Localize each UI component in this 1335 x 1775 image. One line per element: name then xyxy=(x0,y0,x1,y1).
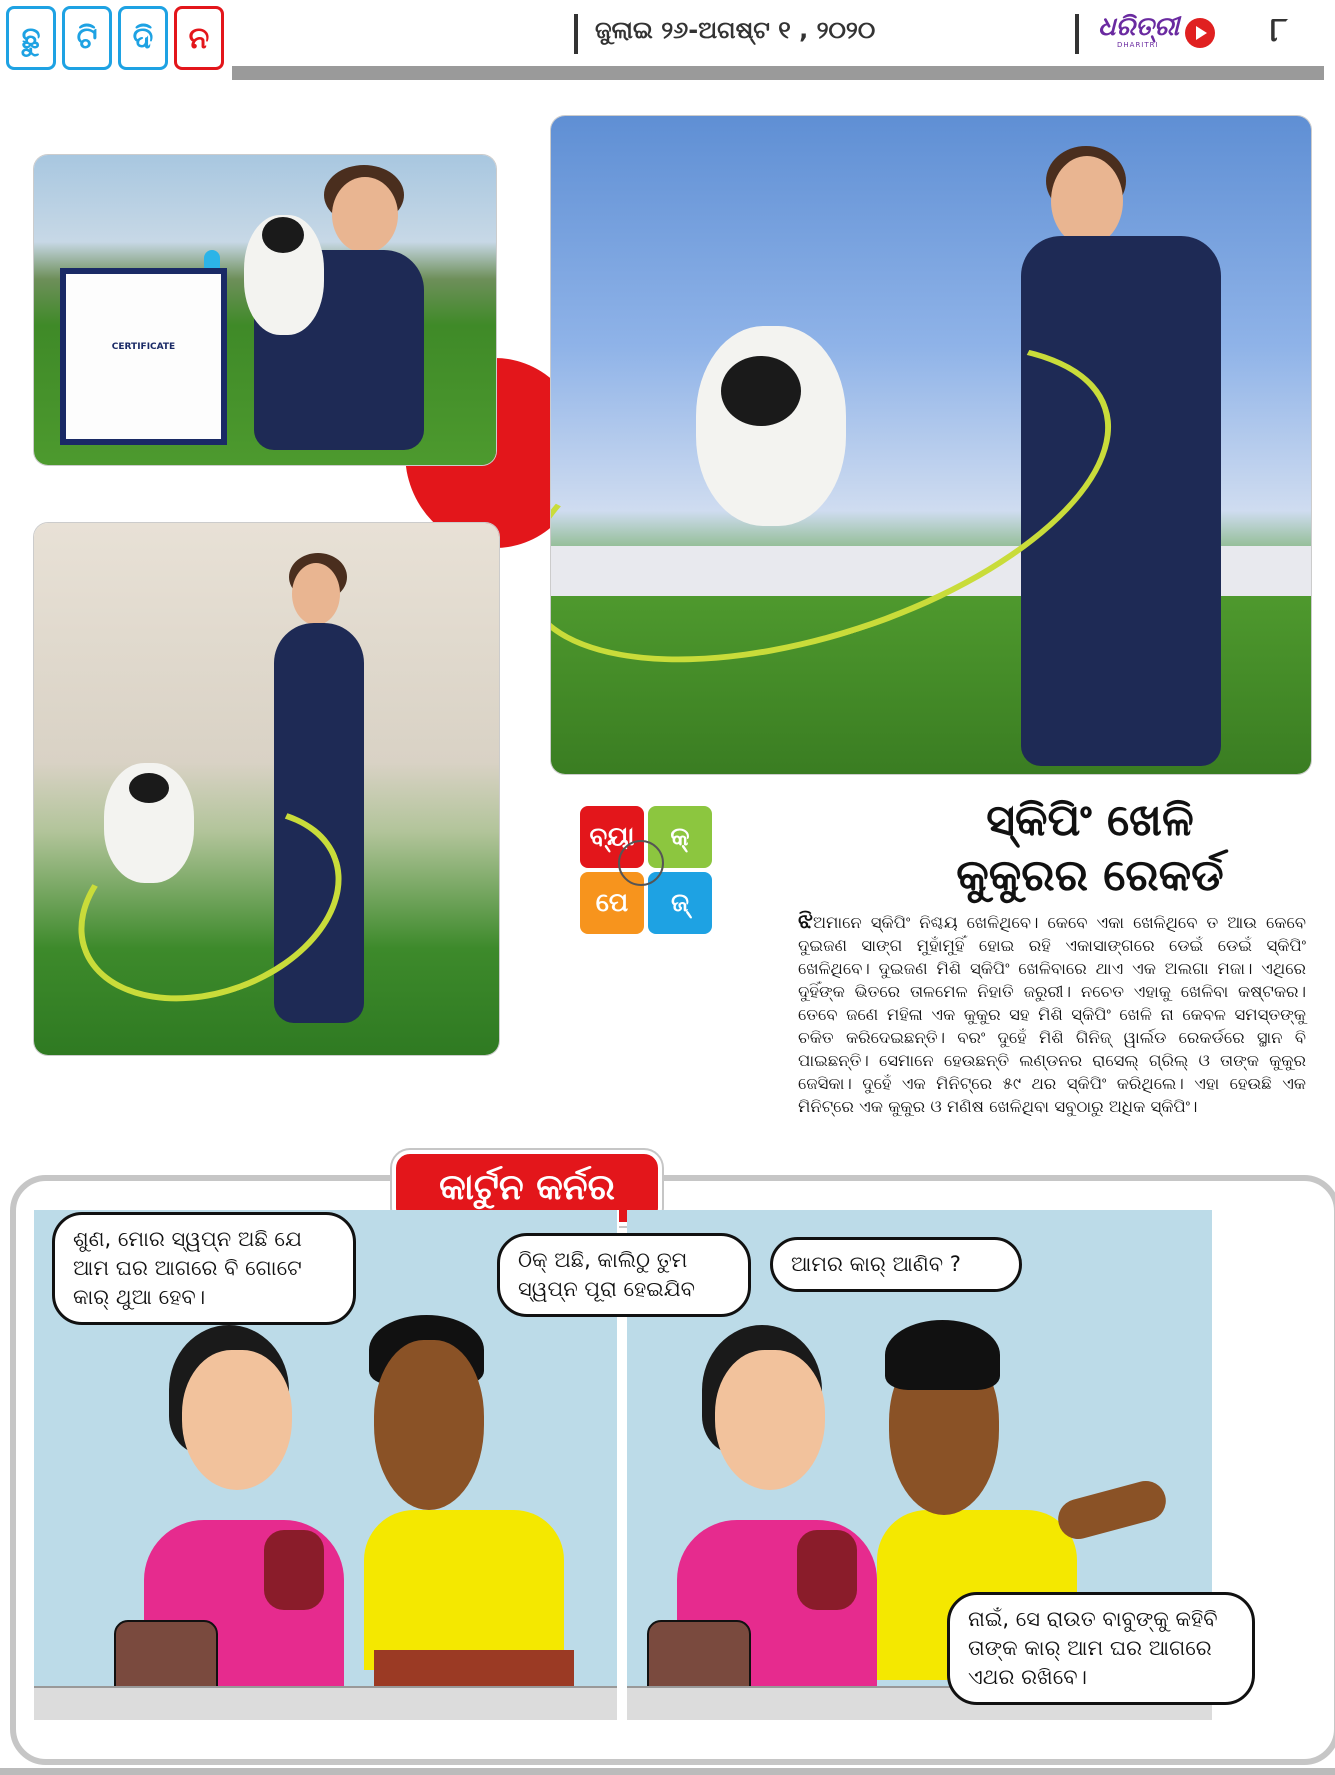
woman-head xyxy=(182,1350,292,1490)
woman-head xyxy=(332,177,398,253)
dog-body-patch xyxy=(721,356,801,426)
man-hair xyxy=(885,1320,1000,1390)
woman-blouse xyxy=(264,1530,324,1610)
play-icon xyxy=(1185,18,1215,48)
man-shirt xyxy=(364,1510,564,1670)
man-head xyxy=(374,1340,484,1510)
back-page-circle-icon xyxy=(618,840,664,886)
guinness-certificate xyxy=(60,268,227,445)
brand-logo: ଧରିତ୍ରୀ xyxy=(1098,12,1180,42)
header-divider-right xyxy=(1075,14,1079,54)
bubble-line: ନାଇଁ, ସେ ରାଉତ ବାବୁଙ୍କୁ କହିବି xyxy=(968,1607,1218,1631)
article-body xyxy=(798,910,1306,1118)
woman-head xyxy=(1051,156,1123,246)
speech-bubble-man-2 xyxy=(947,1592,1255,1705)
logo-letter-1: ଛୁ xyxy=(6,6,56,70)
section-logo xyxy=(6,6,224,70)
headline-line-2: କୁକୁରର ରେକର୍ଡ xyxy=(956,850,1224,901)
headline-line-1: ସ୍କିପିଂ ଖେଳି xyxy=(986,795,1194,846)
header-bar xyxy=(232,66,1324,80)
logo-letter-4: ନ xyxy=(174,6,224,70)
page-number: ୮ xyxy=(1270,10,1288,50)
back-page-tile-4: ଜ୍ xyxy=(648,872,712,934)
bubble-line: ସ୍ୱପ୍ନ ପୂରା ହେଇଯିବ xyxy=(518,1277,696,1301)
bubble-line: ଆମର କାର୍ ଆଣିବ ? xyxy=(791,1252,961,1276)
dog-head-patch xyxy=(129,773,169,803)
man-gesturing-hand xyxy=(1054,1476,1171,1543)
logo-letter-2: ଟି xyxy=(62,6,112,70)
speech-bubble-woman-1 xyxy=(52,1212,356,1325)
bubble-line: ଠିକ୍ ଅଛି, କାଲିଠୁ ତୁମ xyxy=(518,1248,688,1272)
cartoon-title: କାର୍ଟୁନ କର୍ନର xyxy=(392,1150,662,1226)
brand-sub: DHARITRI xyxy=(1117,41,1159,49)
bottom-rule xyxy=(0,1768,1335,1775)
bubble-line: କାର୍ ଥୁଆ ହେବ। xyxy=(73,1285,206,1309)
speech-bubble-woman-2 xyxy=(770,1237,1022,1292)
dog xyxy=(696,326,846,526)
woman-blouse xyxy=(797,1530,857,1610)
back-page-tile-2: କ୍ xyxy=(648,806,712,868)
bubble-line: ଆମ ଘର ଆଗରେ ବି ଗୋଟେ xyxy=(73,1256,302,1280)
photo-woman-skipping-with-dog xyxy=(34,523,499,1055)
bubble-line: ଶୁଣ, ମୋର ସ୍ୱପ୍ନ ଅଛି ଯେ xyxy=(73,1227,302,1251)
woman-head xyxy=(715,1350,825,1490)
article-dropcap: ଝି xyxy=(798,909,813,934)
bubble-line: ଏଥର ରଖିବେ। xyxy=(968,1665,1087,1689)
logo-letter-3: ଦି xyxy=(118,6,168,70)
bench xyxy=(34,1686,619,1720)
photo-dog-jumping-rope xyxy=(551,116,1311,774)
back-page-tile-1: ବ୍ୟା xyxy=(580,806,644,868)
dog-head-patch xyxy=(262,217,304,253)
speech-bubble-man-1 xyxy=(497,1233,751,1317)
bubble-line: ତାଙ୍କ କାର୍ ଆମ ଘର ଆଗରେ xyxy=(968,1636,1212,1660)
article-text: ଅମାନେ ସ୍କିପିଂ ନିଶ୍ଚୟ ଖେଳିଥିବେ। କେବେ ଏକା ଖେଳିଥିବେ ତ ଆଉ କେବେ ଦୁଇଜଣ ସାଙ୍ଗ ମୁହାଁମୁହିଁ ହୋଇ ରହି ଏକାସାଙ୍ଗରେ ଡେଇଁ ଡେଇଁ ସ୍କିପିଂ ଖେଳିଥିବେ। ଦୁଇଜଣ ମିଶି ସ୍କିପିଂ ଖେଳିବାରେ ଥାଏ ଏକ ଅଲଗା ମଜା। ଏଥିରେ ଦୁହିଁଙ୍କ ଭିତରେ ତାଳମେଳ ନିହାତି ଜରୁରୀ। ନଚେତ ଏହାକୁ ଖେଳିବା କଷ୍ଟକର। ତେବେ ଜଣେ ମହିଳା ଏକ କୁକୁର ସହ ମିଶି ସ୍କିପିଂ ଖେଳି ନା କେବଳ ସମସ୍ତଙ୍କୁ ଚକିତ କରିଦେଇଛନ୍ତି। ବରଂ ଦୁହେଁ ମିଶି ଗିନିଜ୍ ୱାର୍ଲଡ ରେକର୍ଡରେ ସ୍ଥାନ ବି ପାଇଛନ୍ତି। ସେମାନେ ହେଉଛନ୍ତି ଲଣ୍ଡନର ରାସେଲ୍ ଗ୍ରିଲ୍ ଓ ତାଙ୍କ କୁକୁର ଜେସିକା। ଦୁହେଁ ଏକ ମିନିଟ୍‌ରେ ୫୯ ଥର ସ୍କିପିଂ କରିଥିଲେ। ଏହା ହେଉଛି ଏକ ମିନିଟ୍‌ରେ ଏକ କୁକୁର ଓ ମଣିଷ ଖେଳିଥିବା ସବୁଠାରୁ ଅଧିକ ସ୍କିପିଂ। xyxy=(798,913,1306,1116)
woman-head xyxy=(292,563,340,625)
back-page-tile-3: ପେ xyxy=(580,872,644,934)
certificate-title: CERTIFICATE xyxy=(111,342,176,352)
header-divider-left xyxy=(574,14,578,54)
issue-date: ଜୁଲାଇ ୨୬-ଅଗଷ୍ଟ ୧ , ୨୦୨୦ xyxy=(595,16,876,44)
